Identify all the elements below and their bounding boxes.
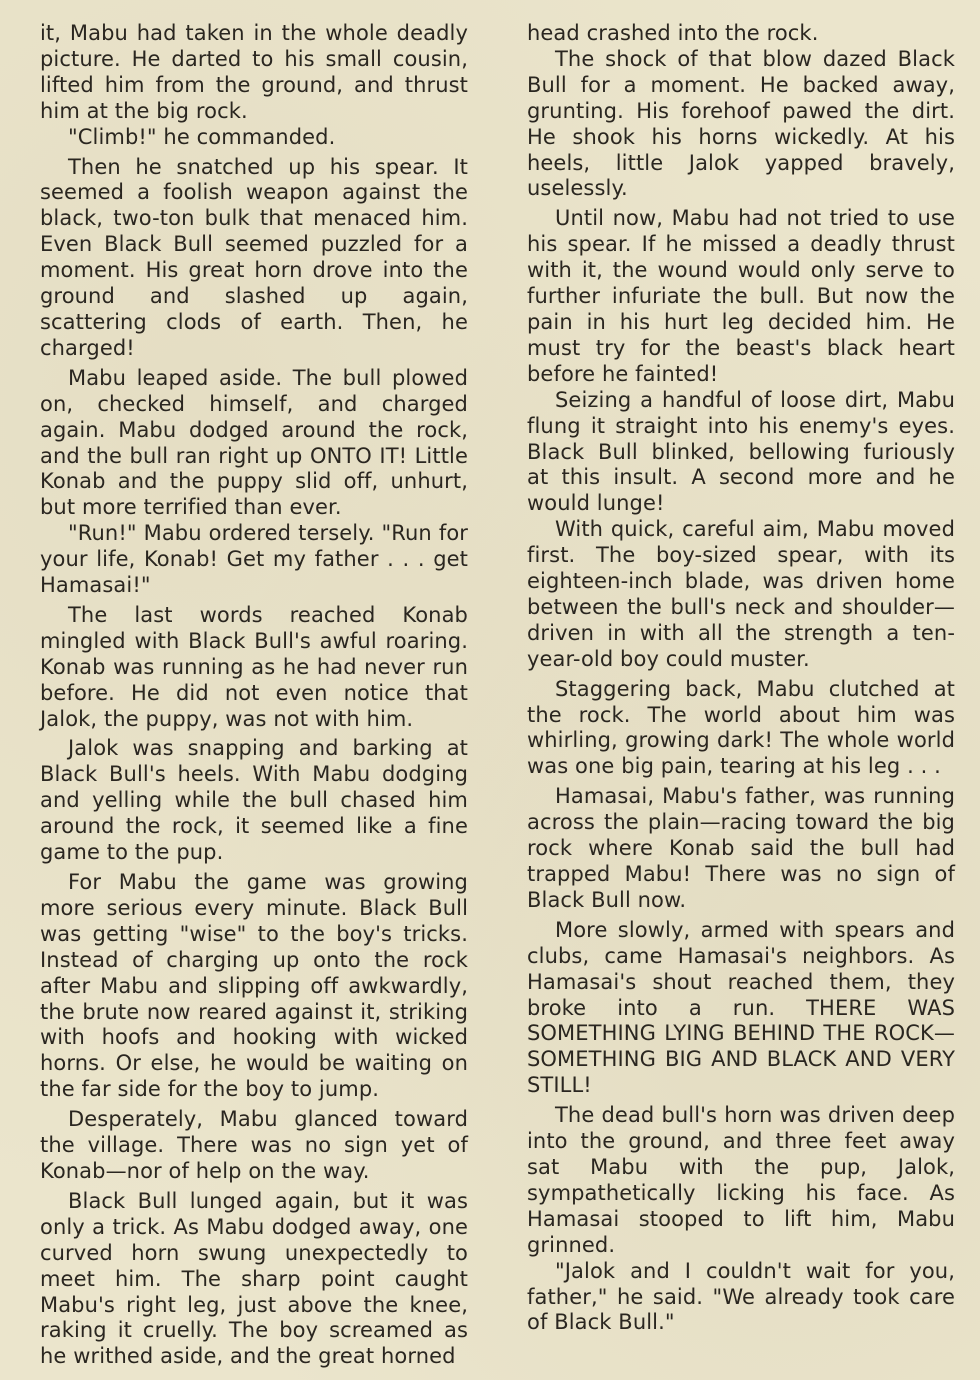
- paragraph: The last words reached Konab mingled with Black Bull's awful roaring. Konab was running as he had never run before. He did not even notice that Jalok, the puppy, was not with him.: [40, 602, 468, 731]
- paragraph: More slowly, armed with spears and clubs, came Hamasai's neighbors. As Hamasai's shout reached them, they broke into a run. THERE WAS SOMETHING LYING BEHIND THE ROCK—SOMETHING BIG AND BLACK AND VERY STILL!: [527, 917, 955, 1098]
- paragraph: The dead bull's horn was driven deep into the ground, and three feet away sat Mabu with the pup, Jalok, sympathetically licking his face. As Hamasai stooped to lift him, Mabu grinned.: [527, 1103, 955, 1257]
- paragraph: With quick, careful aim, Mabu moved first. The boy-sized spear, with its eighteen-inch blade, was driven home between the bull's neck and shoulder—driven in with all the strength a ten-year-old boy could muster.: [527, 517, 955, 671]
- paragraph: Jalok was snapping and barking at Black Bull's heels. With Mabu dodging and yelling while the bull chased him around the rock, it seemed like a fine game to the pup.: [40, 736, 468, 865]
- paragraph: Seizing a handful of loose dirt, Mabu flung it straight into his enemy's eyes. Black Bull blinked, bellowing furiously at this insult. A second more and he would lunge!: [527, 387, 955, 516]
- paragraph: "Run!" Mabu ordered tersely. "Run for your life, Konab! Get my father . . . get Hamasai!": [40, 521, 468, 598]
- text-column-left: [40, 21, 468, 1370]
- paragraph: Black Bull lunged again, but it was only a trick. As Mabu dodged away, one curved horn swung unexpectedly to meet him. The sharp point caught Mabu's right leg, just above the knee, raking it cruelly. The boy screamed as he writhed aside, and the great horned: [40, 1188, 468, 1369]
- paragraph: it, Mabu had taken in the whole deadly picture. He darted to his small cousin, lifted him from the ground, and thrust him at the big rock.: [40, 21, 468, 123]
- paragraph: head crashed into the rock.: [527, 21, 819, 45]
- paragraph: Then he snatched up his spear. It seemed a foolish weapon against the black, two-ton bulk that menaced him. Even Black Bull seemed puzzled for a moment. His great horn drove into the ground and slashed up again, scattering clods of earth. Then, he charged!: [40, 154, 468, 360]
- text-column-right: [527, 21, 955, 1336]
- paragraph: Mabu leaped aside. The bull plowed on, checked himself, and charged again. Mabu dodged around the rock, and the bull ran right up ONTO IT! Little Konab and the puppy slid off, unhurt, but more terrified than ever.: [40, 365, 468, 520]
- paragraph: Staggering back, Mabu clutched at the rock. The world about him was whirling, growing dark! The whole world was one big pain, tearing at his leg . . .: [527, 676, 955, 779]
- paragraph: For Mabu the game was growing more serious every minute. Black Bull was getting "wise" to the boy's tricks. Instead of charging up onto the rock after Mabu and slipping off awkwardly, the brute now reared against it, striking with hoofs and hooking with wicked horns. Or else, he would be waiting on the far side for the boy to jump.: [40, 870, 468, 1102]
- paragraph: Desperately, Mabu glanced toward the village. There was no sign yet of Konab—nor of help on the way.: [40, 1107, 468, 1183]
- paragraph: Hamasai, Mabu's father, was running across the plain—racing toward the big rock where Konab said the bull had trapped Mabu! There was no sign of Black Bull now.: [527, 784, 955, 912]
- paragraph: "Jalok and I couldn't wait for you, father," he said. "We already took care of Black Bull.": [527, 1258, 955, 1335]
- paragraph: Until now, Mabu had not tried to use his spear. If he missed a deadly thrust with it, the wound would only serve to further infuriate the bull. But now the pain in his hurt leg decided him. He must try for the beast's black heart before he fainted!: [527, 206, 955, 386]
- paragraph: The shock of that blow dazed Black Bull for a moment. He backed away, grunting. His forehoof pawed the dirt. He shook his horns wickedly. At his heels, little Jalok yapped bravely, uselessly.: [527, 46, 955, 201]
- paragraph: "Climb!" he commanded.: [68, 124, 336, 149]
